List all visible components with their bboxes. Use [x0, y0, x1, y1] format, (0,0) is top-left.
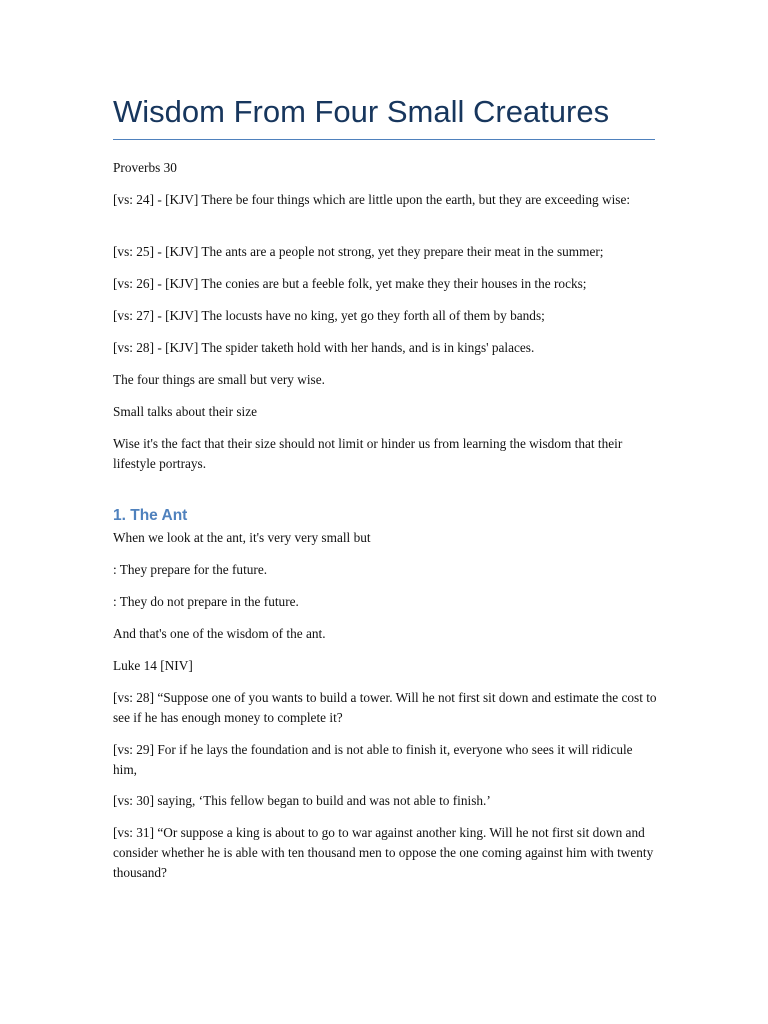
body-paragraph: The four things are small but very wise. — [113, 372, 325, 387]
luke-verse-30: [vs: 30] saying, ‘This fellow began to build and was not able to finish.’ — [113, 793, 491, 808]
body-paragraph: When we look at the ant, it's very very small but — [113, 530, 371, 545]
body-paragraph: Wise it's the fact that their size should not limit or hinder us from learning the wisdom that their lifestyle portrays. — [113, 436, 623, 471]
luke-verse-28: [vs: 28] “Suppose one of you wants to build a tower. Will he not first sit down and estimate the cost to see if he has enough money to complete it? — [113, 690, 657, 725]
verse-25: [vs: 25] - [KJV] The ants are a people not strong, yet they prepare their meat in the summer; — [113, 244, 604, 259]
verse-24: [vs: 24] - [KJV] There be four things which are little upon the earth, but they are exceeding wise: — [113, 192, 631, 207]
scripture-reference: Proverbs 30 — [113, 160, 177, 175]
verse-27: [vs: 27] - [KJV] The locusts have no king, yet go they forth all of them by bands; — [113, 308, 545, 323]
body-paragraph: : They do not prepare in the future. — [113, 594, 299, 609]
verse-28: [vs: 28] - [KJV] The spider taketh hold with her hands, and is in kings' palaces. — [113, 340, 535, 355]
body-paragraph: Small talks about their size — [113, 404, 258, 419]
luke-verse-29: [vs: 29] For if he lays the foundation and is not able to finish it, everyone who sees it will ridicule him, — [113, 742, 633, 777]
document-title: Wisdom From Four Small Creatures — [113, 94, 610, 129]
verse-26: [vs: 26] - [KJV] The conies are but a feeble folk, yet make they their houses in the rocks; — [113, 276, 587, 291]
scripture-reference: Luke 14 [NIV] — [113, 658, 193, 673]
body-paragraph: : They prepare for the future. — [113, 562, 268, 577]
section-heading-the-ant: 1. The Ant — [113, 507, 188, 524]
body-paragraph: And that's one of the wisdom of the ant. — [113, 626, 326, 641]
title-underline-rule — [113, 139, 655, 140]
luke-verse-31: [vs: 31] “Or suppose a king is about to go to war against another king. Will he not first sit down and consider whether he is able with ten thousand men to oppose the one coming against him with twenty thousand? — [113, 825, 654, 880]
